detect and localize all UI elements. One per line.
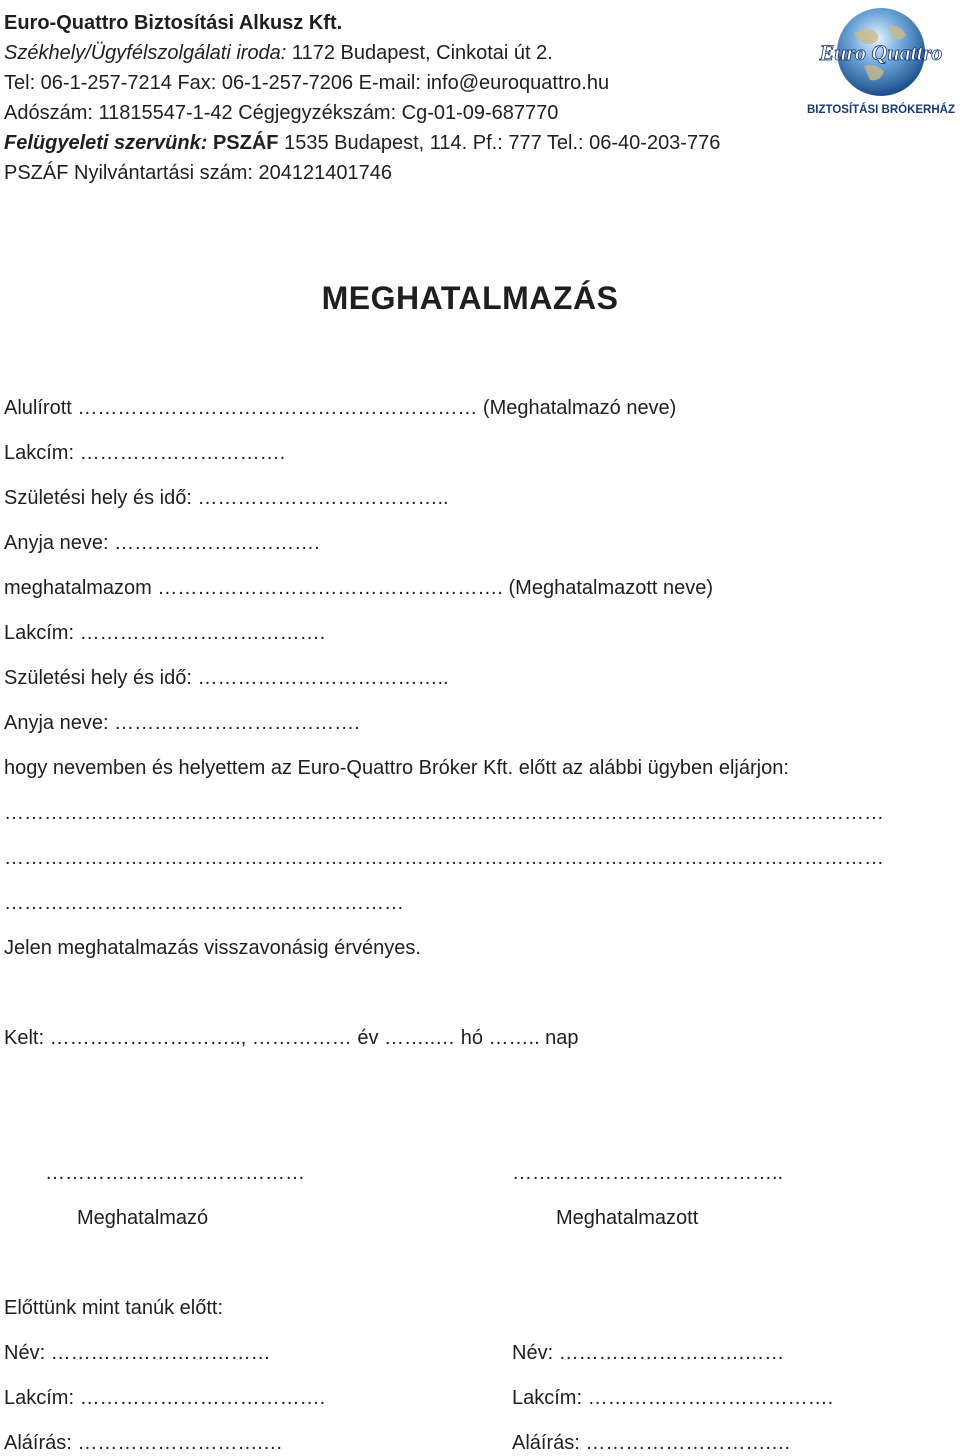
office-value: 1172 Budapest, Cinkotai út 2. xyxy=(286,42,553,64)
date-line: Kelt: ……………………….., …………… év ……..… hó …….. nap xyxy=(4,1027,579,1049)
supervision-label: Felügyeleti szervünk: xyxy=(4,132,208,154)
grantor-name-line: Alulírott …………………………………………………… (Meghatalmazó neve) xyxy=(4,397,677,419)
agent-signature-label: Meghatalmazott xyxy=(556,1207,699,1229)
contact-line: Tel: 06-1-257-7214 Fax: 06-1-257-7206 E-mail: info@euroquattro.hu xyxy=(4,72,610,94)
witness2-address: Lakcím: ………………………………. xyxy=(512,1387,834,1409)
blank-line-2: …………………………………………………………………………………………………………………… xyxy=(4,847,884,869)
agent-name-line: meghatalmazom ……………………………………………. (Meghatalmazott neve) xyxy=(4,577,714,599)
witness2-name: Név: ……………………….…… xyxy=(512,1342,785,1364)
blank-line-1: …………………………………………………………………………………………………………………… xyxy=(4,802,884,824)
supervision-value: 1535 Budapest, 114. Pf.: 777 Tel.: 06-40-203-776 xyxy=(278,132,721,154)
blank-line-3: …………………………………………………… xyxy=(4,892,404,914)
tax-line: Adószám: 11815547-1-42 Cégjegyzékszám: Cg-01-09-687770 xyxy=(4,102,559,124)
witness1-signature: Aláírás: ……………………….… xyxy=(4,1432,283,1454)
document-title: MEGHATALMAZÁS xyxy=(321,280,619,316)
office-label: Székhely/Ügyfélszolgálati iroda: xyxy=(4,42,287,64)
witness-intro: Előttünk mint tanúk előtt: xyxy=(4,1297,224,1319)
agent-signature-line: ………………………………….. xyxy=(512,1162,784,1184)
grantor-birth-line: Születési hely és idő: ……………………………….. xyxy=(4,487,449,509)
purpose-line: hogy nevemben és helyettem az Euro-Quattro Bróker Kft. előtt az alábbi ügyben eljárjon: xyxy=(4,757,789,779)
office-address xyxy=(4,38,804,68)
company-name: Euro-Quattro Biztosítási Alkusz Kft. xyxy=(4,12,343,34)
grantor-signature-line: ………………………………… xyxy=(45,1162,305,1184)
grantor-signature-label: Meghatalmazó xyxy=(77,1207,209,1229)
agent-birth-line: Születési hely és idő: ……………………………….. xyxy=(4,667,449,689)
grantor-address-line: Lakcím: …………………………. xyxy=(4,442,286,464)
company-header xyxy=(4,8,804,188)
logo-subtitle: BIZTOSÍTÁSI BRÓKERHÁZ xyxy=(806,104,956,116)
registry-line: PSZÁF Nyilvántartási szám: 204121401746 xyxy=(4,162,392,184)
witness1-name: Név: …………………………… xyxy=(4,1342,271,1364)
logo-text: Euro Quattro xyxy=(819,40,943,65)
supervision-line xyxy=(4,128,804,158)
witness2-signature: Aláírás: ……………………….… xyxy=(512,1432,791,1454)
euro-quattro-logo xyxy=(806,4,956,122)
agent-address-line: Lakcím: ………………………………. xyxy=(4,622,326,644)
supervision-org: PSZÁF xyxy=(207,132,279,154)
validity-statement: Jelen meghatalmazás visszavonásig érvényes. xyxy=(4,937,421,959)
witness1-address: Lakcím: ………………………………. xyxy=(4,1387,326,1409)
agent-mother-line: Anyja neve: ………………………………. xyxy=(4,712,360,734)
grantor-mother-line: Anyja neve: …………………………. xyxy=(4,532,320,554)
